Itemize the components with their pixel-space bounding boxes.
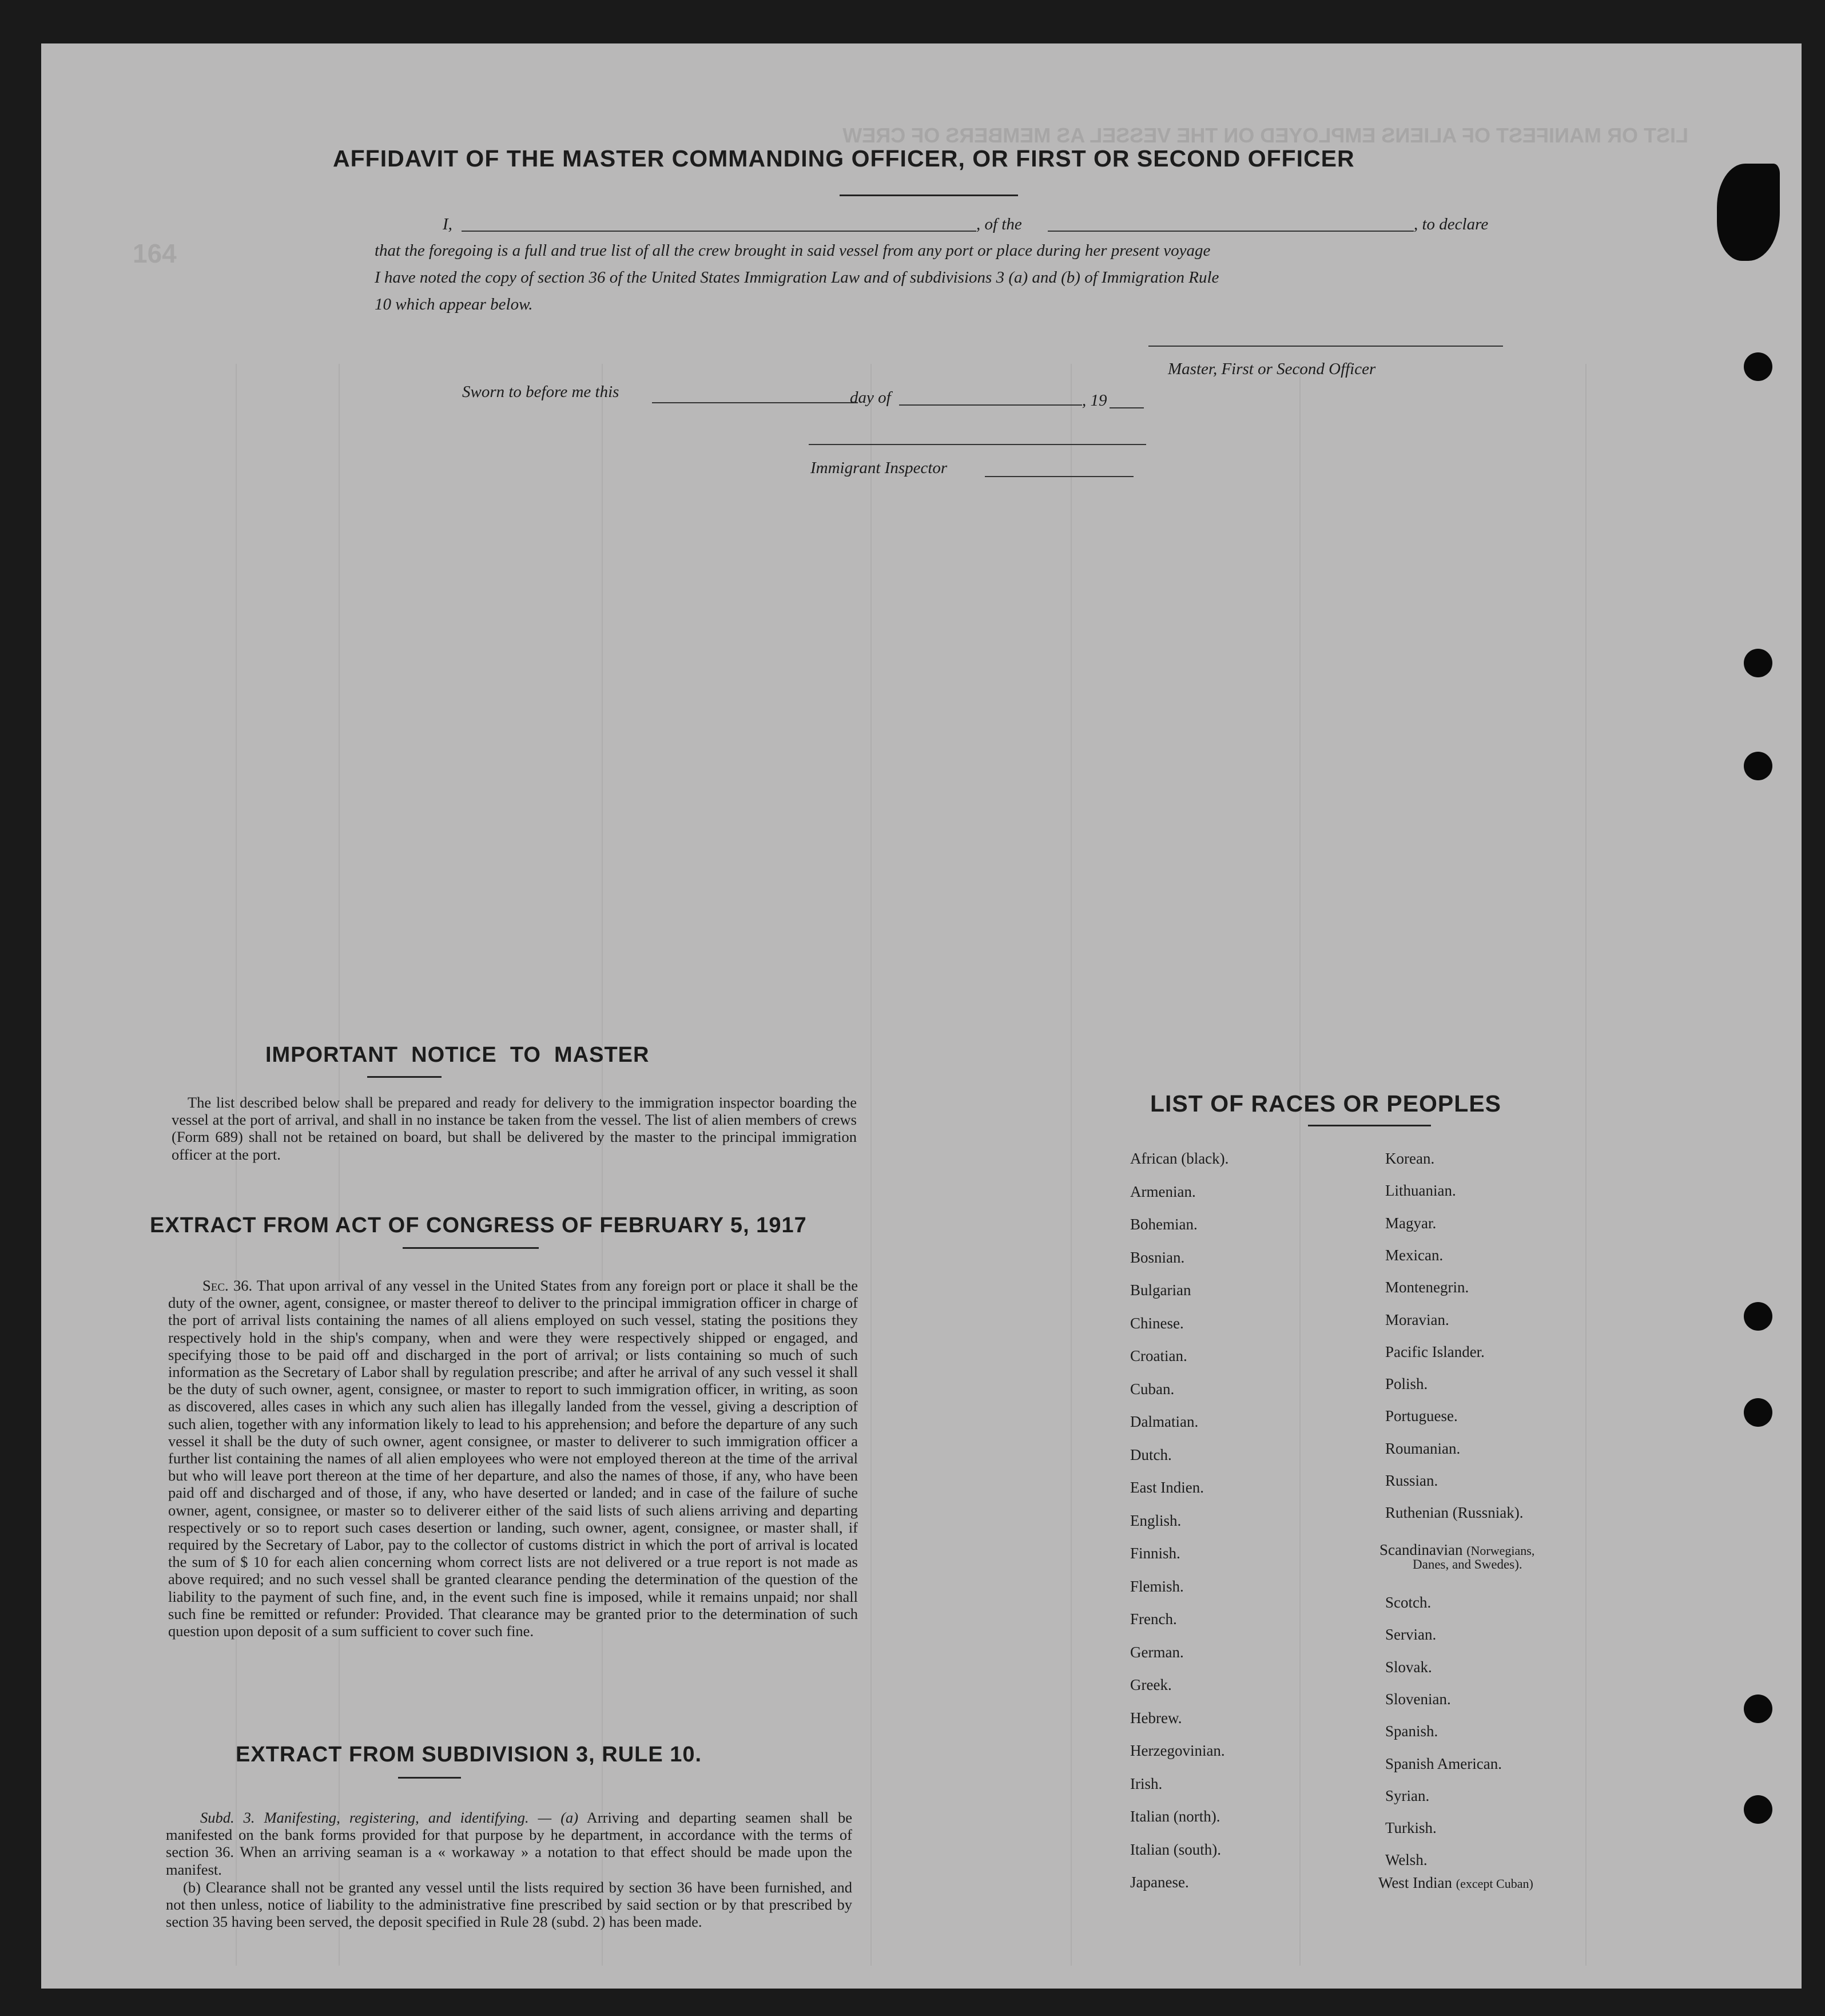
punch-hole [1744, 1795, 1772, 1824]
race-item: Ruthenian (Russniak). [1385, 1504, 1524, 1522]
race-item: Dalmatian. [1130, 1413, 1199, 1430]
name-line [462, 231, 976, 232]
sworn-day-line [652, 402, 858, 403]
document-page [41, 43, 1802, 1989]
bleed-column-line [1299, 364, 1301, 1966]
race-item: East Indien. [1130, 1479, 1204, 1496]
race-item: Scotch. [1385, 1594, 1432, 1611]
race-scandinavian-label: Scandinavian [1379, 1541, 1463, 1558]
race-scandinavian [1379, 1541, 1534, 1559]
punch-hole [1744, 352, 1772, 381]
race-item: Roumanian. [1385, 1439, 1461, 1457]
race-item: Spanish. [1385, 1723, 1438, 1740]
rule-text-a [166, 1809, 852, 1878]
races-underline [1308, 1125, 1431, 1126]
affidavit-line-4: 10 which appear below. [375, 295, 533, 313]
notice-underline [367, 1076, 442, 1078]
race-item: Spanish American. [1385, 1755, 1502, 1772]
sworn-text: Sworn to before me this [462, 383, 619, 401]
race-item: Armenian. [1130, 1182, 1196, 1200]
bleed-column-line [1585, 364, 1587, 1966]
affidavit-title: AFFIDAVIT OF THE MASTER COMMANDING OFFICER, OR FIRST OR SECOND OFFICER [333, 145, 1355, 172]
year-prefix: , 19 [1082, 391, 1107, 410]
race-item: Lithuanian. [1385, 1182, 1456, 1200]
race-item: Italian (south). [1130, 1840, 1221, 1858]
rule-a-body: Arriving and departing seamen shall be manifested on the bank forms provided for that purpose by he department, in accordance with the terms of section 36. When an arriving seaman is a « workaway » a notation to that effect should be made upon the manifest. [166, 1809, 852, 1878]
bleed-column-line [236, 364, 237, 1966]
race-west-indian-note: (except Cuban) [1456, 1876, 1533, 1891]
affidavit-line-2: that the foregoing is a full and true list of all the crew brought in said vessel from any port or place during her present voyage [375, 241, 1211, 260]
race-item: Cuban. [1130, 1380, 1175, 1398]
race-item: Herzegovinian. [1130, 1742, 1225, 1759]
act-text [168, 1277, 858, 1640]
act-underline [403, 1247, 539, 1249]
race-item: Greek. [1130, 1676, 1172, 1693]
race-item: Italian (north). [1130, 1808, 1220, 1825]
day-of: day of [850, 388, 891, 407]
rule-underline [398, 1777, 461, 1779]
bleed-column-line [870, 364, 872, 1966]
race-item: Moravian. [1385, 1311, 1449, 1328]
affidavit-line-3: I have noted the copy of section 36 of the United States Immigration Law and of subdivisions 3 (a) and (b) of Immigration Rule [375, 268, 1219, 287]
act-section-body: That upon arrival of any vessel in the United States from any foreign port or place it shall be the duty of the owner, agent, consignee, or master thereof to deliver to the principal immigration officer in charge of the port of arrival lists containing the names of all aliens employed on such vessel, stating the positions they respectively hold in the ship's company, when and were they were respectively shipped or engaged, and specifying those to be paid off and discharged in the port of arrival; or lists containing so much of such information as the Secretary of Labor shall by regulation prescribe; and after he arrival of any such vessel it shall be the duty of such owner, agent, consignee, or master to report to such immigration officer, in writing, as soon as discovered, alles cases in which any such alien has illegally landed from the vessel, giving a description of such alien, together with any information likely to lead to his apprehension; and before the departure of any such vessel it shall be the duty of such owner, agent consignee, or master to deliverer to such immigration officer a further list containing the names of all alien employees who were not employed thereon at the time of the arrival but who will leave port thereon at the time of her departure, and also the names of those, if any, who have been paid off and discharged and of those, if any, who have deserted or landed; and in case of the failure of suche owner, agent, consignee, or master so to deliverer either of the said lists of such aliens arriving and departing respectively or so to report such cases desertion or landing, such owner, agent, consignee, or master shall, if required by the Secretary of Labor, pay to the collector of customs district in which the port of arrival is located the sum of $ 10 for each alien concerning whom correct lists are not delivered or a true report is not made as above required; and no such vessel shall be granted clearance pending the determination of the question of the liability to the payment of such fine, and, in the event such fine is imposed, while it remains unpaid; nor shall such fine be remitted or refunder: Provided. That clearance may be granted prior to the determination of such question upon deposit of a sum sufficient to cover such fine. [168, 1277, 858, 1640]
race-item: Croatian. [1130, 1347, 1187, 1364]
race-west-indian-label: West Indian [1378, 1874, 1453, 1891]
race-item: Dutch. [1130, 1446, 1172, 1463]
act-title: EXTRACT FROM ACT OF CONGRESS OF FEBRUARY 5, 1917 [150, 1213, 807, 1237]
punch-hole [1744, 649, 1772, 677]
race-item: Servian. [1385, 1626, 1437, 1644]
race-item: Magyar. [1385, 1214, 1437, 1232]
sworn-month-line [899, 404, 1082, 406]
rule-b-lead: (b) [183, 1879, 201, 1896]
race-item: Welsh. [1385, 1851, 1428, 1869]
race-item: Korean. [1385, 1150, 1435, 1167]
race-item: Polish. [1385, 1375, 1428, 1393]
act-section-lead: Sec. 36. [202, 1277, 253, 1294]
bleed-through-page-number: 164 [133, 239, 177, 268]
punch-hole [1744, 1302, 1772, 1331]
punch-hole [1744, 1694, 1772, 1723]
race-item: English. [1130, 1511, 1182, 1529]
race-scandinavian-note-1: (Norwegians, [1466, 1543, 1535, 1558]
rule-title: EXTRACT FROM SUBDIVISION 3, RULE 10. [236, 1743, 702, 1767]
race-scandinavian-note-2: Danes, and Swedes). [1413, 1557, 1522, 1571]
rule-a-lead: Subd. 3. Manifesting, registering, and identifying. — (a) [200, 1809, 579, 1826]
race-item: Bohemian. [1130, 1216, 1198, 1233]
affidavit-of-the: , of the [976, 215, 1022, 233]
race-item: Turkish. [1385, 1819, 1437, 1837]
race-item: Pacific Islander. [1385, 1343, 1485, 1360]
notice-text: The list described below shall be prepared and ready for delivery to the immigration inspector boarding the vessel at the port of arrival, and shall in no instance be taken from the vessel. The list of alien members of crews (Form 689) shall not be retained on board, but shall be delivered by the master to the principal immigration officer at the port. [172, 1094, 857, 1163]
race-item: Syrian. [1385, 1787, 1430, 1804]
punch-hole [1744, 1398, 1772, 1427]
punch-hole [1744, 752, 1772, 780]
race-item: African (black). [1130, 1150, 1229, 1167]
bleed-column-line [1071, 364, 1072, 1966]
race-item: Irish. [1130, 1775, 1163, 1792]
bleed-through-header: LIST OR MANIFEST OF ALIENS EMPLOYED ON THE VESSEL AS MEMBERS OF CREW [842, 124, 1688, 147]
race-item: Slovenian. [1385, 1690, 1451, 1708]
inspector-signature-line [809, 444, 1146, 445]
race-item: French. [1130, 1610, 1177, 1628]
race-item: Finnish. [1130, 1545, 1180, 1562]
races-title: LIST OF RACES OR PEOPLES [1150, 1090, 1502, 1117]
bleed-column-line [602, 364, 603, 1966]
notice-title: IMPORTANT NOTICE TO MASTER [265, 1043, 650, 1067]
master-caption: Master, First or Second Officer [1168, 360, 1376, 378]
race-item: Bosnian. [1130, 1248, 1185, 1266]
race-item: German. [1130, 1643, 1184, 1661]
race-item: Japanese. [1130, 1874, 1189, 1891]
inspector-caption: Immigrant Inspector [810, 459, 948, 477]
race-item: Slovak. [1385, 1658, 1432, 1676]
affidavit-to-declare: , to declare [1414, 215, 1489, 233]
race-item: Chinese. [1130, 1314, 1184, 1332]
race-item: Russian. [1385, 1472, 1438, 1489]
race-item: Mexican. [1385, 1246, 1444, 1264]
rule-b-body: Clearance shall not be granted any vessel until the lists required by section 36 have been furnished, and not then unless, notice of liability to the administrative fine prescribed by said section or by that prescribed by section 35 having been served, the deposit specified in Rule 28 (subd. 2) has been made. [166, 1879, 852, 1931]
rule-text-b [166, 1879, 852, 1931]
vessel-line [1048, 231, 1414, 232]
torn-edge-mark [1717, 164, 1780, 261]
inspector-trailing-line [985, 476, 1134, 477]
race-item: Flemish. [1130, 1577, 1184, 1595]
race-item: Bulgarian [1130, 1281, 1191, 1299]
race-west-indian [1378, 1874, 1533, 1892]
race-item: Hebrew. [1130, 1709, 1182, 1727]
affidavit-i: I, [443, 215, 452, 233]
sworn-year-line [1110, 407, 1144, 408]
divider [840, 195, 1018, 196]
bleed-column-line [339, 364, 340, 1966]
race-item: Portuguese. [1385, 1407, 1458, 1425]
race-item: Montenegrin. [1385, 1279, 1469, 1296]
master-signature-line [1148, 346, 1503, 347]
